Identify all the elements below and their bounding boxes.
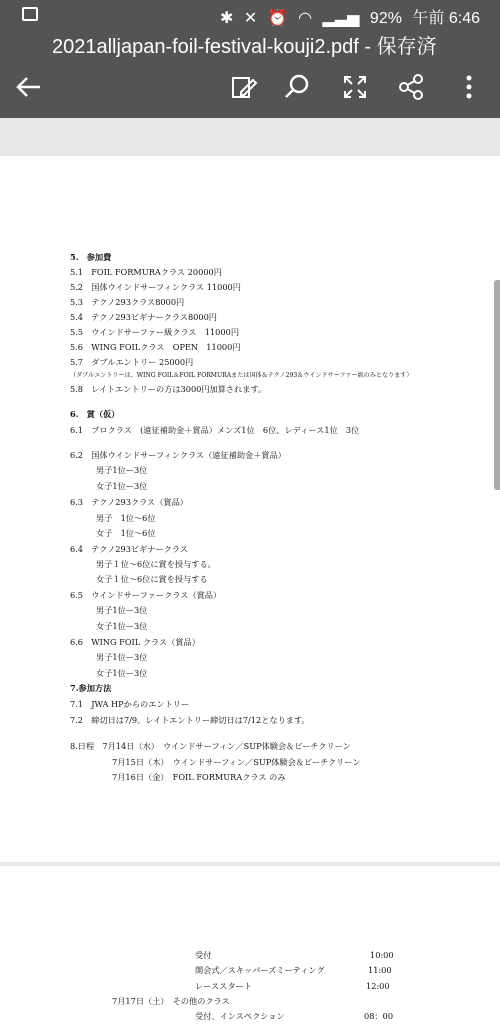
text-line: 11:00 xyxy=(368,965,392,975)
back-button[interactable] xyxy=(14,72,44,102)
edit-button[interactable] xyxy=(228,72,258,102)
text-line: 6.2 国体ウインドサーフィンクラス（遠征補助金＋賞品） xyxy=(70,450,286,460)
text-line: 女子 1位～6位 xyxy=(96,528,156,538)
text-line: 10:00 xyxy=(370,950,394,960)
text-line: 女子1位ー3位 xyxy=(96,481,148,491)
text-line: 男子 1位～6位 xyxy=(96,513,156,523)
text-line: 男子1位ー3位 xyxy=(96,652,148,662)
text-line: 7月16日（金） FOIL FORMURAクラス のみ xyxy=(112,772,286,782)
text-line: レーススタート xyxy=(195,981,252,991)
text-line: 7.2 締切日は7/9。レイトエントリー締切日は7/12となります。 xyxy=(70,715,310,725)
bluetooth-icon: ✱ xyxy=(220,10,234,27)
status-right xyxy=(214,5,480,28)
text-line: 5. 参加費 xyxy=(70,252,112,262)
text-line: 女子1位ー3位 xyxy=(96,668,148,678)
text-line: 12:00 xyxy=(366,981,390,991)
text-line: 女子１位～6位に賞を授与する xyxy=(96,574,208,584)
text-line: 6.1 プロクラス (遠征補助金＋賞品）メンズ1位 6位、レディース1位 3位 xyxy=(70,425,360,435)
text-line: 男子1位ー3位 xyxy=(96,605,148,615)
alarm-icon: ⏰ xyxy=(267,10,288,27)
share-button[interactable] xyxy=(396,72,426,102)
text-line: 5.7 ダブルエントリー 25000円 xyxy=(70,357,194,367)
edit-icon xyxy=(228,72,258,102)
text-line: 7月17日（土） その他のクラス xyxy=(112,996,230,1006)
pdf-page-1 xyxy=(0,156,500,862)
text-line: 6. 賞（仮） xyxy=(70,409,120,419)
expand-button[interactable] xyxy=(340,72,370,102)
text-line: 6.3 テクノ293クラス（賞品） xyxy=(70,497,188,507)
text-line: （ダブルエントリーは、WING FOIL＆FOIL FORMURAまたは国体＆テクノ293＆ウインドサーファー級のみとなります） xyxy=(70,372,413,379)
text-line: 5.3 テクノ293クラス8000円 xyxy=(70,297,185,307)
battery-percent: 92% xyxy=(369,10,402,27)
text-line: 5.6 WING FOILクラス OPEN 11000円 xyxy=(70,342,241,352)
text-line: 5.1 FOIL FORMURAクラス 20000円 xyxy=(70,267,222,277)
signal-icon: ▂▃▅ xyxy=(322,10,360,27)
share-icon xyxy=(396,72,426,102)
text-line: 開会式／スキッパーズミーティング xyxy=(195,965,325,975)
arrow-left-icon xyxy=(14,72,44,102)
text-line: 7月15日（木） ウインドサーフィン／SUP体験会＆ビーチクリーン xyxy=(112,757,361,767)
pdf-page-2 xyxy=(0,866,500,1027)
mute-icon: ✕ xyxy=(243,10,258,27)
text-line: 6.5 ウインドサーファークラス（賞品） xyxy=(70,590,222,600)
text-line: 受付 xyxy=(195,950,212,960)
text-line: 6.6 WING FOIL クラス（賞品） xyxy=(70,637,200,647)
text-line: 女子1位ー3位 xyxy=(96,621,148,631)
text-line: 5.5 ウインドサーファー級クラス 11000円 xyxy=(70,327,240,337)
text-line: 7.参加方法 xyxy=(70,683,112,693)
text-line: 男子１位～6位に賞を授与する。 xyxy=(96,559,216,569)
text-line: 5.8 レイトエントリーの方は3000円加算されます。 xyxy=(70,384,267,394)
clock: 午前 6:46 xyxy=(412,10,480,27)
scroll-handle[interactable] xyxy=(494,280,500,490)
expand-icon xyxy=(340,72,370,102)
text-line: 8.日程 7月14日（水） ウインドサーフィン／SUP体験会＆ビーチクリーン xyxy=(70,741,351,751)
text-line: 男子1位ー3位 xyxy=(96,465,148,475)
more-options-button[interactable] xyxy=(454,72,484,102)
search-icon xyxy=(282,72,312,102)
image-notification-icon xyxy=(22,7,38,21)
text-line: 5.2 国体ウインドサーフィンクラス 11000円 xyxy=(70,282,241,292)
document-title: 2021alljapan-foil-festival-kouji2.pdf - 保存済 xyxy=(52,36,437,58)
app-header xyxy=(0,32,500,118)
status-bar xyxy=(0,0,500,32)
more-icon xyxy=(454,72,484,102)
search-button[interactable] xyxy=(282,72,312,102)
text-line: 08：00 xyxy=(364,1011,394,1021)
text-line: 受付、インスペクション xyxy=(195,1011,285,1021)
text-line: 6.4 テクノ293ビギナークラス xyxy=(70,544,188,554)
text-line: 5.4 テクノ293ビギナークラス8000円 xyxy=(70,312,217,322)
wifi-icon: ◠ xyxy=(298,10,313,27)
text-line: 7.1 JWA HPからのエントリー xyxy=(70,699,190,709)
